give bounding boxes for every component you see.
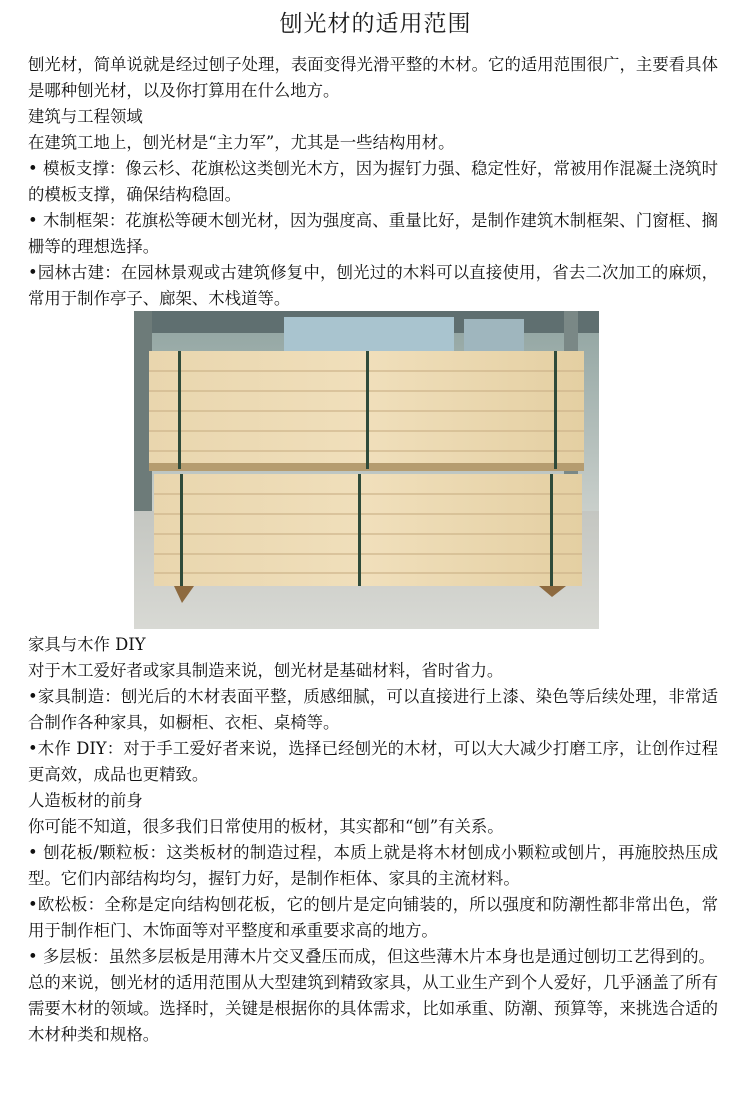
list-item: • 木制框架：花旗松等硬木刨光材，因为强度高、重量比好，是制作建筑木制框架、门窗框、搁栅等的理想选择。 <box>28 211 718 256</box>
list-item: •欧松板：全称是定向结构刨花板，它的刨片是定向铺装的，所以强度和防潮性都非常出色，常用于制作柜门、木饰面等对平整度和承重要求高的地方。 <box>28 895 718 940</box>
section-lead-panels: 你可能不知道，很多我们日常使用的板材，其实都和“刨”有关系。 <box>28 817 504 836</box>
section-heading-panels: 人造板材的前身 <box>28 791 143 810</box>
list-item: •家具制造：刨光后的木材表面平整，质感细腻，可以直接进行上漆、染色等后续处理，非常适合制作各种家具，如橱柜、衣柜、桌椅等。 <box>28 687 718 732</box>
planed-lumber-stack-photo <box>134 311 599 629</box>
section-lead-construction: 在建筑工地上，刨光材是“主力军”，尤其是一些结构用材。 <box>28 133 455 152</box>
section-heading-construction: 建筑与工程领域 <box>28 107 143 126</box>
article-body-bottom <box>28 632 718 1048</box>
section-heading-furniture: 家具与木作 DIY <box>28 635 146 654</box>
list-item: • 模板支撑：像云杉、花旗松这类刨光木方，因为握钉力强、稳定性好，常被用作混凝土浇筑时的模板支撑，确保结构稳固。 <box>28 159 718 204</box>
list-item: • 多层板：虽然多层板是用薄木片交叉叠压而成，但这些薄木片本身也是通过刨切工艺得到的。 <box>28 947 715 966</box>
intro-paragraph: 刨光材，简单说就是经过刨子处理，表面变得光滑平整的木材。它的适用范围很广，主要看具体是哪种刨光材，以及你打算用在什么地方。 <box>28 55 718 100</box>
list-item: •园林古建：在园林景观或古建筑修复中，刨光过的木料可以直接使用，省去二次加工的麻烦，常用于制作亭子、廊架、木栈道等。 <box>28 263 718 308</box>
lumber-photo <box>134 311 599 629</box>
list-item: • 刨花板/颗粒板：这类板材的制造过程，本质上就是将木材刨成小颗粒或刨片，再施胶热压成型。它们内部结构均匀，握钉力好，是制作柜体、家具的主流材料。 <box>28 843 718 888</box>
section-lead-furniture: 对于木工爱好者或家具制造来说，刨光材是基础材料，省时省力。 <box>28 661 504 680</box>
page-title: 刨光材的适用范围 <box>279 11 472 37</box>
list-item: •木作 DIY：对于手工爱好者来说，选择已经刨光的木材，可以大大减少打磨工序，让创作过程更高效，成品也更精致。 <box>28 739 718 784</box>
conclusion-paragraph: 总的来说，刨光材的适用范围从大型建筑到精致家具，从工业生产到个人爱好，几乎涵盖了所有需要木材的领域。选择时，关键是根据你的具体需求，比如承重、防潮、预算等，来挑选合适的木材种类和规格。 <box>28 973 718 1044</box>
article-body-top <box>28 52 718 312</box>
